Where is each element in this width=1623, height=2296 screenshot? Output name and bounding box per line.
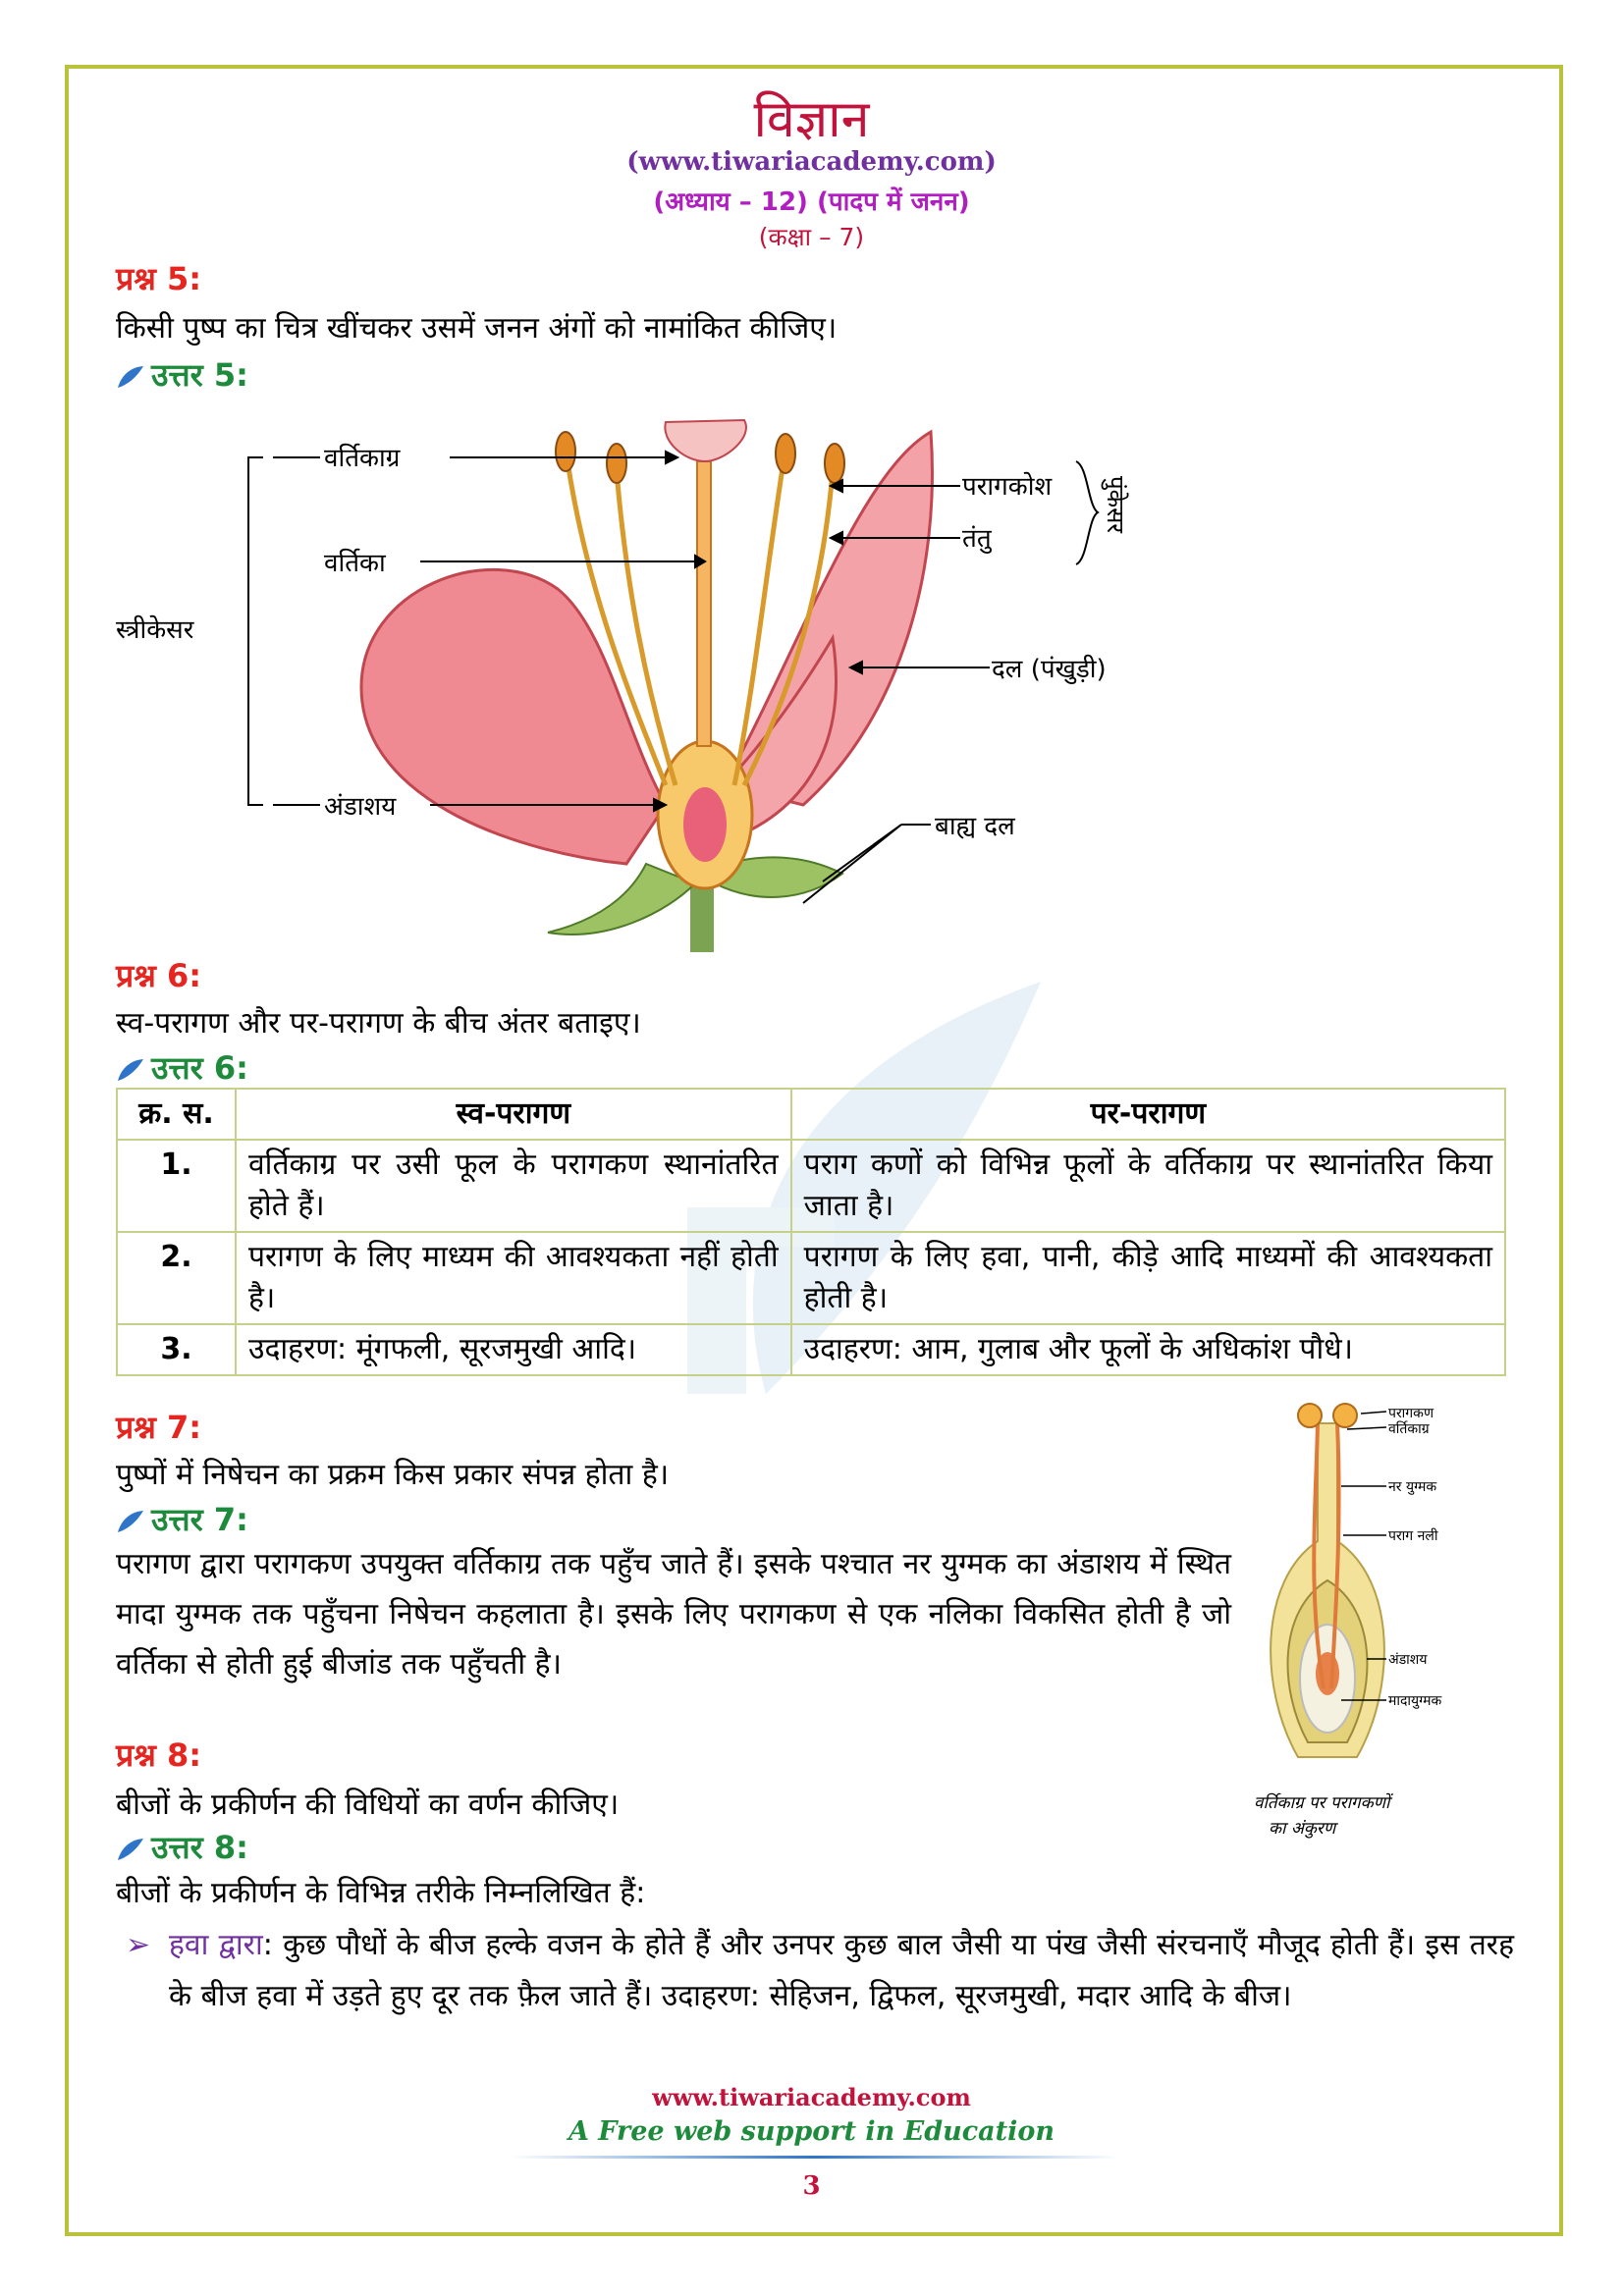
table-cell: 3. xyxy=(117,1324,236,1375)
table-row xyxy=(117,1140,1505,1232)
list-item xyxy=(126,1920,1514,2022)
fertilization-diagram xyxy=(1239,1394,1524,1845)
header-cross-pollination: पर-परागण xyxy=(791,1089,1505,1140)
question-6-label: प्रश्न 6: xyxy=(116,957,202,994)
answer-7-label: उत्तर 7: xyxy=(116,1498,248,1540)
answer-8-label: उत्तर 8: xyxy=(116,1826,248,1868)
table-cell: वर्तिकाग्र पर उसी फूल के परागकण स्थानांतरित होते हैं। xyxy=(236,1140,791,1232)
table-cell: उदाहरण: मूंगफली, सूरजमुखी आदि। xyxy=(236,1324,791,1375)
page-title: विज्ञान xyxy=(753,90,870,149)
header-serial: क्र. स. xyxy=(117,1089,236,1140)
table-row xyxy=(117,1232,1505,1324)
table-cell: उदाहरण: आम, गुलाब और फूलों के अधिकांश पौधे। xyxy=(791,1324,1505,1375)
pollination-comparison-table xyxy=(116,1088,1506,1376)
header-self-pollination: स्व-परागण xyxy=(236,1089,791,1140)
label-petal: दल (पंखुड़ी) xyxy=(992,655,1107,684)
question-8-text: बीजों के प्रकीर्णन की विधियों का वर्णन कीजिए। xyxy=(116,1788,620,1822)
label-ovary: अंडाशय xyxy=(324,792,397,822)
footer-site-link[interactable]: www.tiwariacademy.com xyxy=(652,2083,971,2111)
table-cell: पराग कणों को विभिन्न फूलों के वर्तिकाग्र पर स्थानांतरित किया जाता है। xyxy=(791,1140,1505,1232)
answer-6-label: उत्तर 6: xyxy=(116,1046,248,1089)
figure-caption-line-2: का अंकुरण xyxy=(1269,1819,1336,1839)
label-pollen-tube: पराग नली xyxy=(1388,1528,1438,1544)
chapter-title: (अध्याय – 12) (पादप में जनन) xyxy=(653,187,970,217)
bullet-term: हवा द्वारा xyxy=(169,1928,263,1962)
footer-divider xyxy=(511,2156,1119,2159)
table-row xyxy=(117,1324,1505,1375)
label-stigma: वर्तिकाग्र xyxy=(324,444,401,473)
arrow-bullet-icon: ➢ xyxy=(126,1928,151,1962)
label-sepal: बाह्य दल xyxy=(935,812,1015,841)
label-male-gamete: नर युग्मक xyxy=(1388,1479,1437,1495)
label-pistil: स्त्रीकेसर xyxy=(116,615,194,645)
quill-icon xyxy=(116,1057,145,1083)
label-style: वर्तिका xyxy=(324,549,386,578)
label-female-gamete: मादायुग्मक xyxy=(1388,1693,1442,1709)
question-6-text: स्व-परागण और पर-परागण के बीच अंतर बताइए। xyxy=(116,1006,641,1041)
label-filament: तंतु xyxy=(962,524,992,554)
label-ovary-small: अंडाशय xyxy=(1388,1652,1428,1668)
answer-8-intro: बीजों के प्रकीर्णन के विभिन्न तरीके निम्नलिखित हैं: xyxy=(116,1876,646,1910)
table-cell: परागण के लिए हवा, पानी, कीड़े आदि माध्यमों की आवश्यकता होती है। xyxy=(791,1232,1505,1324)
question-7-label: प्रश्न 7: xyxy=(116,1409,202,1446)
label-stamen: पुंकेसर xyxy=(1102,476,1129,534)
header-site-link[interactable]: (www.tiwariacademy.com) xyxy=(626,147,997,177)
quill-icon xyxy=(116,1509,145,1534)
question-5-label: प्रश्न 5: xyxy=(116,260,202,297)
label-anther: परागकोश xyxy=(962,472,1053,502)
label-stigma-small: वर्तिकाग्र xyxy=(1388,1421,1430,1437)
quill-icon xyxy=(116,364,145,390)
class-label: (कक्षा – 7) xyxy=(758,223,865,251)
figure-caption-line-1: वर्तिकाग्र पर परागकणों xyxy=(1254,1793,1390,1813)
flower-diagram xyxy=(116,393,1157,952)
answer-5-label: उत्तर 5: xyxy=(116,353,248,396)
question-5-text: किसी पुष्प का चित्र खींचकर उसमें जनन अंगों को नामांकित कीजिए। xyxy=(116,311,838,346)
question-7-text: पुष्पों में निषेचन का प्रक्रम किस प्रकार संपन्न होता है। xyxy=(116,1458,670,1492)
question-8-label: प्रश्न 8: xyxy=(116,1736,202,1774)
quill-icon xyxy=(116,1837,145,1862)
table-header-row xyxy=(117,1089,1505,1140)
answer-7-text: परागण द्वारा परागकण उपयुक्त वर्तिकाग्र तक पहुँच जाते हैं। इसके पश्चात नर युग्मक का अंडाशय में स्थित मादा युग्मक तक पहुँचना निषेचन कहलाता है। इसके लिए परागकण से एक नलिका विकसित होती है जो वर्तिका से होती हुई बीजांड तक पहुँचती है। xyxy=(116,1547,1231,1682)
label-pollen: परागकण xyxy=(1388,1406,1434,1421)
table-cell: 2. xyxy=(117,1232,236,1324)
table-cell: परागण के लिए माध्यम की आवश्यकता नहीं होती है। xyxy=(236,1232,791,1324)
footer-tagline: A Free web support in Education xyxy=(568,2116,1055,2147)
table-cell: 1. xyxy=(117,1140,236,1232)
page-number: 3 xyxy=(802,2171,821,2201)
bullet-text: : कुछ पौधों के बीज हल्के वजन के होते हैं और उनपर कुछ बाल जैसी या पंख जैसी संरचनाएँ मौजूद होती हैं। इस तरह के बीज हवा में उड़ते हुए दूर तक फ़ैल जाते हैं। उदाहरण: सेहिजन, द्विफल, सूरजमुखी, मदार आदि के बीज। xyxy=(169,1928,1514,2013)
